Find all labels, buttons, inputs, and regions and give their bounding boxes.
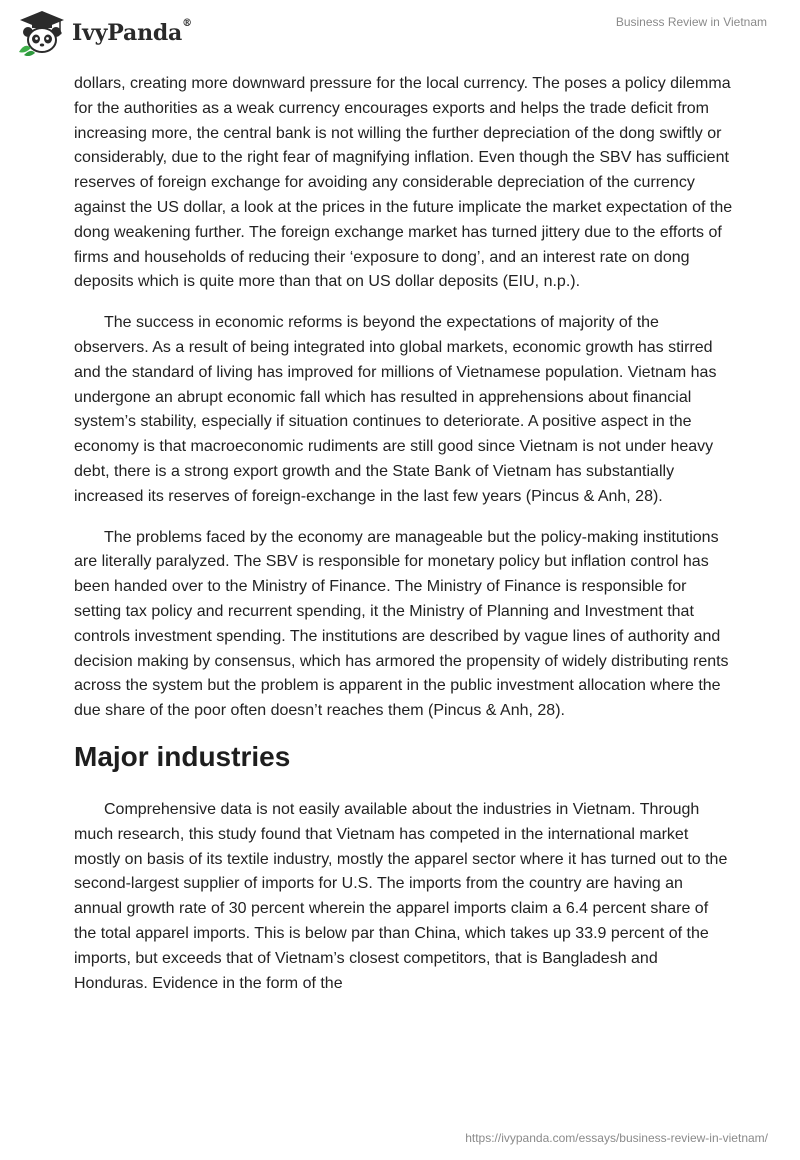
paragraph: The success in economic reforms is beyond the expectations of majority of the observers. As a result of being integrated into global markets, economic growth has stirred and the standard of living has improved for millions of Vietnamese population. Vietnam has undergone an abrupt economic fall which has resulted in apprehensions about financial system’s stability, especially if situation continues to deteriorate. A positive aspect in the economy is that macroeconomic rudiments are still good since Vietnam is not under heavy debt, there is a strong export growth and the State Bank of Vietnam has substantially increased its reserves of foreign-exchange in the last few years (Pincus & Anh, 28). (74, 314, 717, 505)
article-body (74, 72, 734, 1012)
brand-name: IvyPanda® (72, 18, 192, 46)
panda-graduate-icon (16, 8, 68, 56)
paragraph: Comprehensive data is not easily available about the industries in Vietnam. Through much research, this study found that Vietnam has competed in the international market mostly on basis of its textile industry, mostly the apparel sector where it has turned out to the second-largest supplier of imports for U.S. The imports from the country are having an annual growth rate of 30 percent wherein the apparel imports claim a 6.4 percent share of the total apparel imports. This is below par than China, which takes up 33.9 percent of the imports, but exceeds that of Vietnam’s closest competitors, that is Bangladesh and Honduras. Evidence in the form of the (74, 800, 728, 992)
source-url[interactable]: https://ivypanda.com/essays/business-review-in-vietnam/ (465, 1131, 768, 1145)
paragraph: dollars, creating more downward pressure for the local currency. The poses a policy dilemma for the authorities as a weak currency encourages exports and helps the trade deficit from increasing more, the central bank is not willing the further depreciation of the dong swiftly or considerably, due to the right fear of magnifying inflation. Even though the SBV has sufficient reserves of foreign exchange for avoiding any considerable depreciation of the currency against the US dollar, a look at the prices in the future implicate the market expectation of the dong weakening further. The foreign exchange market has turned jittery due to the efforts of firms and households of reducing their ‘exposure to dong’, and an interest rate on dong deposits which is quite more than that on US dollar deposits (EIU, n.p.). (74, 75, 733, 291)
document-title: Business Review in Vietnam (615, 15, 767, 29)
brand-logo[interactable] (16, 8, 192, 56)
page-header (0, 0, 800, 60)
section-heading: Major industries (74, 740, 291, 772)
paragraph: The problems faced by the economy are manageable but the policy-making institutions are literally paralyzed. The SBV is responsible for monetary policy but inflation control has been handed over to the Ministry of Finance. The Ministry of Finance is responsible for setting tax policy and recurrent spending, it the Ministry of Planning and Investment that controls investment spending. The institutions are described by vague lines of authority and decision making by consensus, which has armored the propensity of widely distributing rents across the system but the problem is apparent in the public investment allocation where the due share of the poor often doesn’t reaches them (Pincus & Anh, 28). (74, 528, 729, 720)
